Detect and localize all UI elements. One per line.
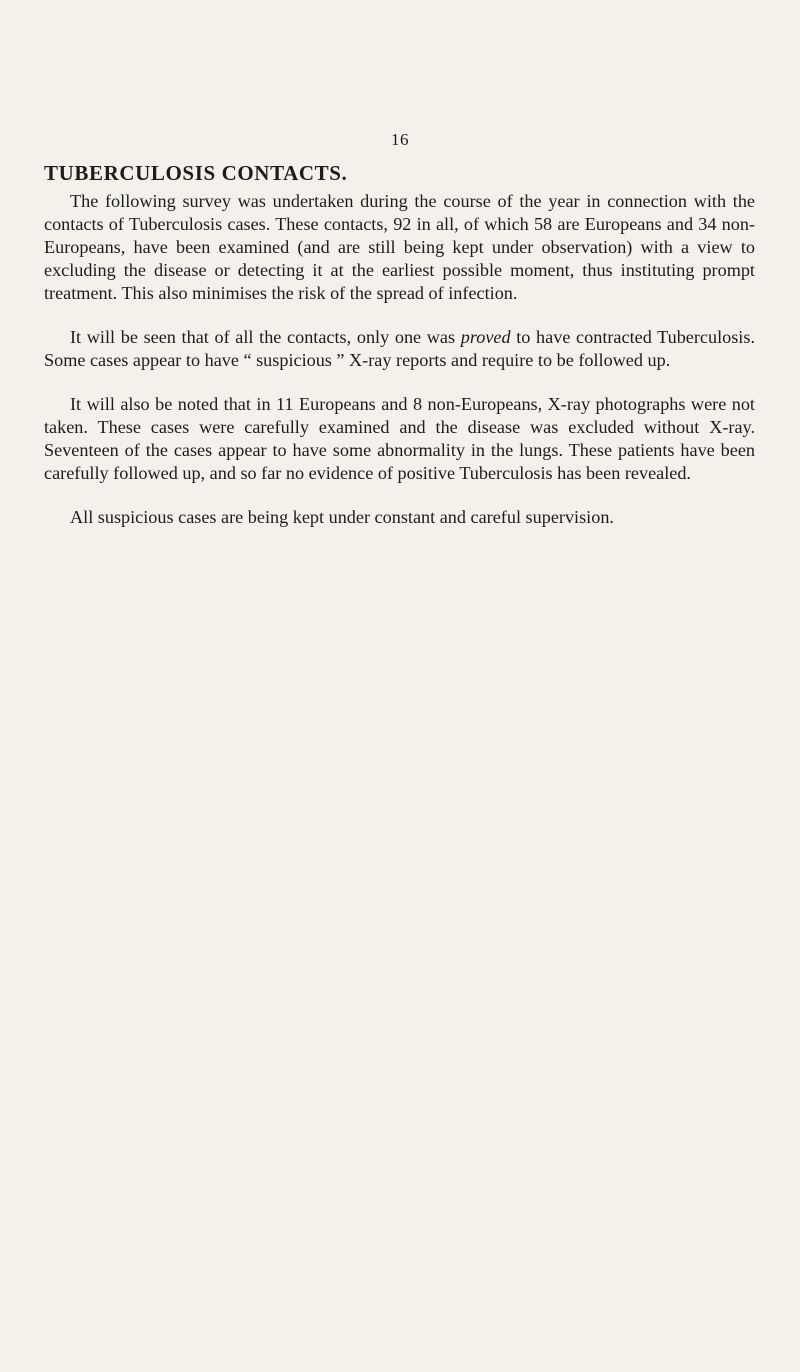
paragraph-survey: The following survey was undertaken during the course of the year in connection with the contacts of Tuberculosis cases. These contacts, 92 in all, of which 58 are Europeans and 34 non-Europeans, have been examined (and are still being kept under observation) with a view to excluding the disease or detecting it at the earliest possible moment, thus instituting prompt treatment. This also minimises the risk of the spread of infection. bbox=[44, 191, 755, 303]
body-text bbox=[44, 190, 755, 550]
paragraph-text-after: to have contracted Tuberculosis. Some cases appear to have “ suspicious ” X-ray reports and require to be followed up. bbox=[44, 327, 755, 370]
page-number: 16 bbox=[391, 130, 409, 149]
paragraph-supervision: All suspicious cases are being kept under constant and careful supervision. bbox=[70, 507, 614, 527]
paragraph-proved-contact bbox=[44, 326, 755, 372]
emphasis-proved: proved bbox=[460, 327, 511, 347]
paragraph-xray-not-taken: It will also be noted that in 11 Europeans and 8 non-Europeans, X-ray photographs were not taken. These cases were carefully examined and the disease was excluded without X-ray. Seventeen of the cases appear to have some abnormality in the lungs. These patients have been carefully followed up, and so far no evidence of positive Tuberculosis has been revealed. bbox=[44, 394, 755, 483]
paragraph-text-before: It will be seen that of all the contacts, only one was bbox=[70, 327, 461, 347]
section-heading: TUBERCULOSIS CONTACTS. bbox=[44, 161, 348, 185]
